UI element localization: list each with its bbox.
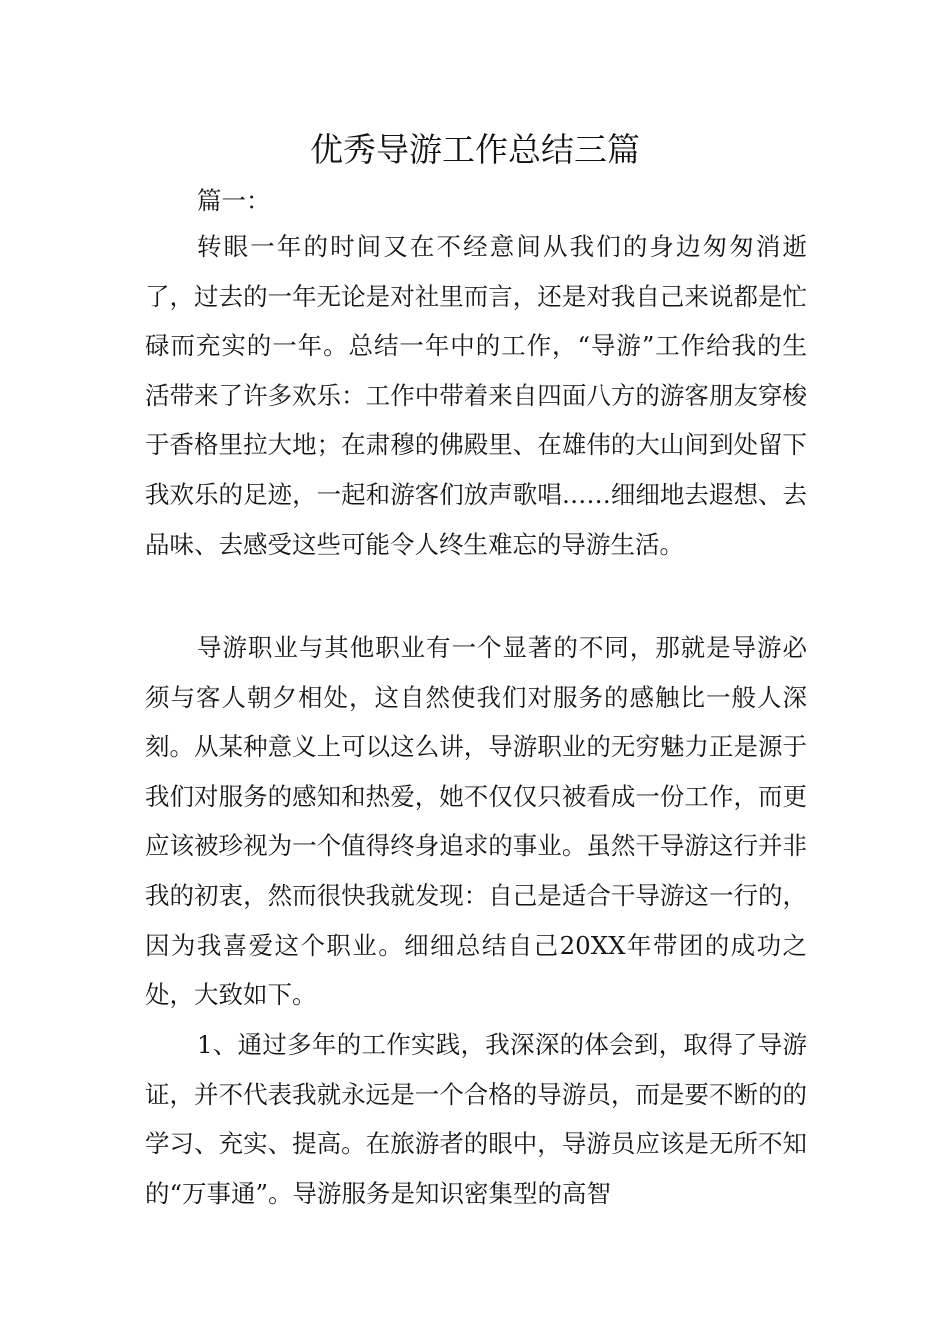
document-title: 优秀导游工作总结三篇 [310, 130, 640, 169]
paragraph-1: 转眼一年的时间又在不经意间从我们的身边匆匆消逝了，过去的一年无论是对社里而言，还是对我自己来说都是忙碌而充实的一年。总结一年中的工作，“导游”工作给我的生活带来了许多欢乐：工作中带着来自四面八方的游客朋友穿梭于香格里拉大地；在肃穆的佛殿里、在雄伟的大山间到处留下我欢乐的足迹，一起和游客们放声歌唱……细细地去遐想、去品味、去感受这些可能令人终生难忘的导游生活。 [145, 232, 807, 559]
paragraph-3: 1、通过多年的工作实践，我深深的体会到，取得了导游证，并不代表我就永远是一个合格的导游员，而是要不断的的学习、充实、提高。在旅游者的眼中，导游员应该是无所不知的“万事通”。导游服务是知识密集型的高智 [145, 1030, 807, 1208]
section-label: 篇一： [197, 186, 271, 215]
paragraph-2: 导游职业与其他职业有一个显著的不同，那就是导游必须与客人朝夕相处，这自然使我们对服务的感触比一般人深刻。从某种意义上可以这么讲，导游职业的无穷魅力正是源于我们对服务的感知和热爱，她不仅仅只被看成一份工作，而更应该被珍视为一个值得终身追求的事业。虽然干导游这行并非我的初衷，然而很快我就发现：自己是适合干导游这一行的，因为我喜爱这个职业。细细总结自己20XX年带团的成功之处，大致如下。 [145, 633, 807, 1010]
